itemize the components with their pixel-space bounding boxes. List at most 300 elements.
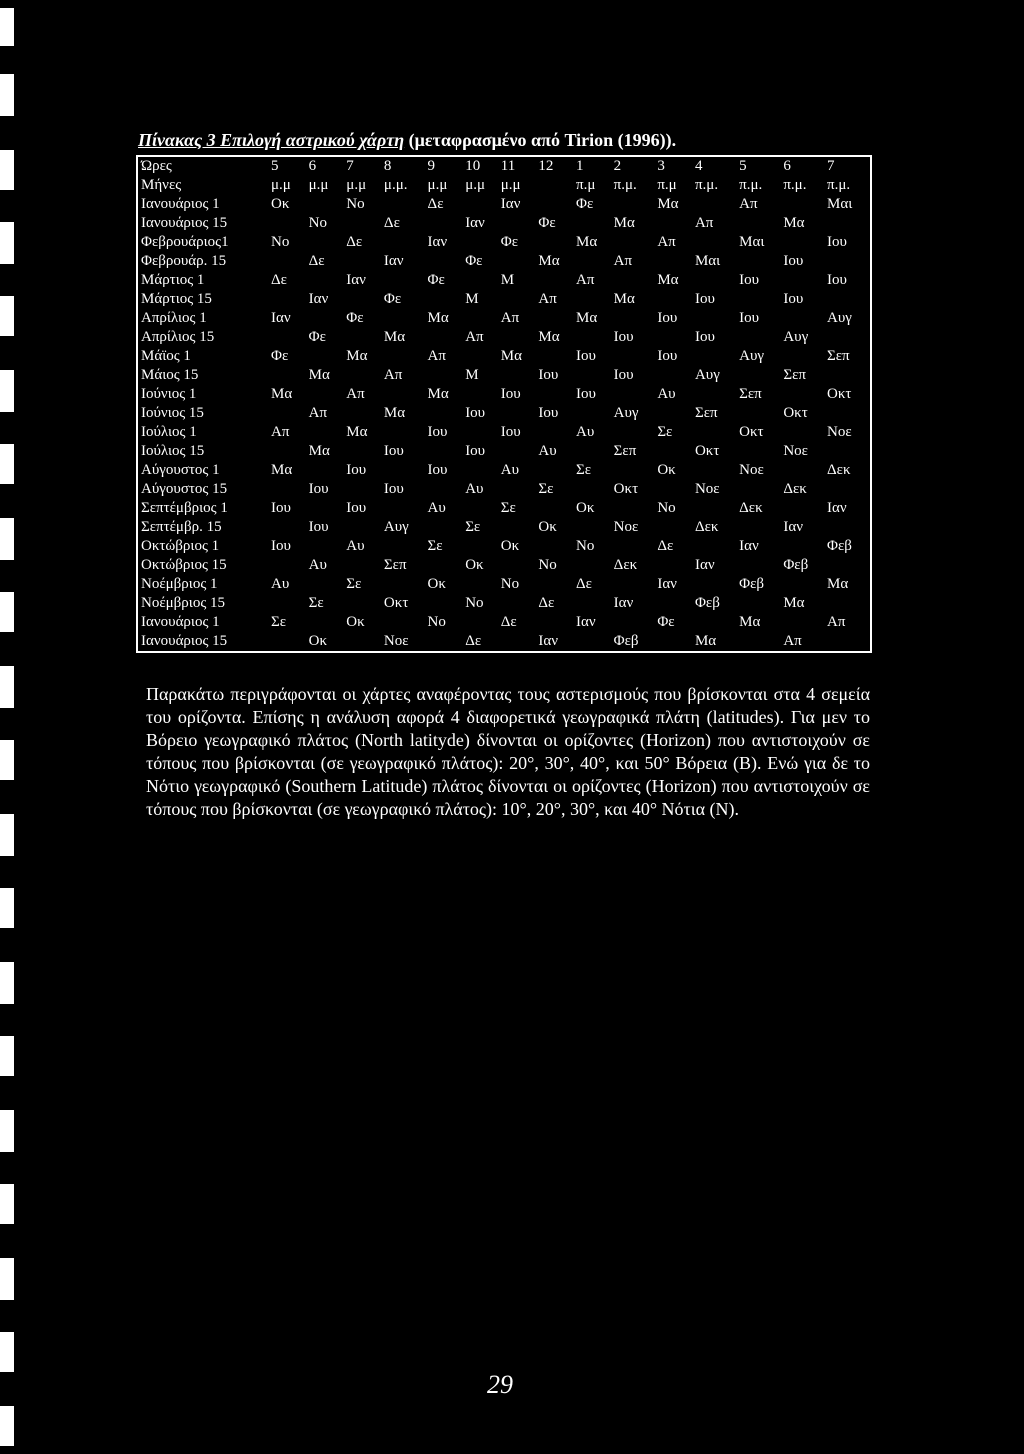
table-cell <box>574 632 612 652</box>
table-cell: Μα <box>346 348 368 364</box>
table-cell: Απ <box>383 367 403 383</box>
table-cell: 4 <box>694 158 703 174</box>
table-cell <box>781 423 825 442</box>
table-cell <box>781 613 825 632</box>
edge-mark <box>0 814 14 856</box>
table-cell: Σε <box>465 519 481 535</box>
table-cell <box>344 442 382 461</box>
table-cell: 6 <box>308 158 317 174</box>
table-cell: 10 <box>465 158 481 174</box>
table-row <box>137 423 871 442</box>
table-row <box>137 613 871 632</box>
table-cell <box>426 594 464 613</box>
table-cell: Μα <box>427 310 449 326</box>
table-cell: Αυγ <box>613 405 639 421</box>
table-cell <box>612 347 656 366</box>
table-cell <box>612 461 656 480</box>
table-cell: Αυγ <box>783 329 809 345</box>
body-paragraph: Παρακάτω περιγράφονται οι χάρτες αναφέροντας τους αστερισμούς που βρίσκονται στα 4 σεμεία του ορίζοντα. Επίσης η ανάλυση αφορά 4 διαφορετικά γεωγραφικά πλάτη (latitudes). Για μεν το Βόρειο γεωγραφικό πλάτος (North latityde) δίνονται οι ορίζοντες (Horizon) που αντιστοιχούν σε τόπους που βρίσκονται (σε γεωγραφικό πλάτος): 20°, 30°, 40°, και 50° Βόρεια (Β). Ενώ για δε το Νότιο γεωγραφικό (Southern Latitude) πλάτος δίνονται οι ορίζοντες (Horizon) που αντιστοιχούν σε τόπους που βρίσκονται (σε γεωγραφικό πλάτος): 10°, 20°, 30°, και 40° Νότια (Ν). <box>146 684 870 819</box>
table-cell: Φεβ <box>739 576 765 592</box>
edge-mark <box>0 222 14 264</box>
table-cell: Οκ <box>538 519 557 535</box>
table-row <box>137 233 871 252</box>
table-cell <box>655 404 693 423</box>
table-cell <box>693 195 737 214</box>
row-label-cell: Ιούνιος 1 <box>141 386 197 402</box>
table-cell: Φε <box>308 329 326 345</box>
table-cell <box>382 271 426 290</box>
table-cell: Οκτ <box>739 424 764 440</box>
table-cell: Αυ <box>657 386 676 402</box>
table-cell: Ιου <box>346 500 367 516</box>
table-cell: Ιου <box>538 405 559 421</box>
table-cell: Απ <box>613 253 633 269</box>
table-cell: 1 <box>576 158 584 174</box>
table-cell <box>307 423 345 442</box>
table-cell <box>307 537 345 556</box>
table-cell <box>781 195 825 214</box>
table-cell: Ιαν <box>657 576 677 592</box>
edge-mark <box>0 1110 14 1152</box>
table-cell: Ιου <box>827 272 847 288</box>
row-label-cell: Ιανουάριος 1 <box>141 196 220 212</box>
row-label-cell: Σεπτέμβρ. 15 <box>141 519 222 535</box>
table-cell <box>825 480 871 499</box>
table-cell <box>612 271 656 290</box>
table-cell: Δε <box>383 215 400 231</box>
edge-mark <box>0 666 14 708</box>
table-cell: Ιαν <box>346 272 366 288</box>
table-cell <box>693 461 737 480</box>
table-cell: Μα <box>383 405 406 421</box>
table-cell: Αυ <box>465 481 484 497</box>
table-cell: Νο <box>657 500 676 516</box>
table-cell <box>426 214 464 233</box>
table-cell: μ.μ <box>465 177 486 193</box>
table-cell <box>574 252 612 271</box>
table-cell <box>426 480 464 499</box>
table-cell <box>825 442 871 461</box>
table-cell: Μα <box>500 348 522 364</box>
table-cell: π.μ. <box>739 177 763 193</box>
table-cell: Ιου <box>783 253 804 269</box>
table-cell: Δεκ <box>739 500 763 516</box>
table-cell: Ιαν <box>308 291 329 307</box>
table-cell: Φε <box>346 310 364 326</box>
table-row <box>137 499 871 518</box>
table-cell <box>737 328 781 347</box>
table-cell <box>463 271 499 290</box>
table-cell <box>536 461 574 480</box>
table-cell: Μ <box>465 291 479 307</box>
table-cell <box>382 423 426 442</box>
table-cell: Ιου <box>576 386 596 402</box>
table-cell <box>269 518 307 537</box>
table-cell: Μ <box>500 272 515 288</box>
table-cell: Νοε <box>783 443 808 459</box>
table-cell <box>536 385 574 404</box>
table-cell <box>426 328 464 347</box>
table-cell <box>382 309 426 328</box>
table-cell <box>536 271 574 290</box>
table-cell: Ιου <box>346 462 367 478</box>
table-row <box>137 518 871 537</box>
table-cell <box>612 613 656 632</box>
table-cell: Αυγ <box>383 519 409 535</box>
table-cell: Ιαν <box>613 595 634 611</box>
edge-mark <box>0 1036 14 1076</box>
table-cell <box>269 252 307 271</box>
table-cell <box>737 594 781 613</box>
table-cell <box>307 195 345 214</box>
table-cell <box>737 480 781 499</box>
table-cell: 2 <box>613 158 622 174</box>
table-cell: Νο <box>427 614 446 630</box>
table-cell <box>499 480 537 499</box>
table-cell: Φε <box>500 234 519 250</box>
row-label-cell: Ιανουάριος 15 <box>141 215 228 231</box>
table-cell <box>536 613 574 632</box>
edge-mark <box>0 518 14 560</box>
table-cell: Απ <box>465 329 484 345</box>
table-cell: μ.μ <box>308 177 329 193</box>
table-cell: Οκτ <box>827 386 852 402</box>
table-cell: Απ <box>827 614 846 630</box>
table-cell <box>499 518 537 537</box>
table-cell <box>463 309 499 328</box>
table-cell: Οκ <box>500 538 520 554</box>
table-cell: Ιου <box>694 329 715 345</box>
edge-mark <box>0 444 14 484</box>
table-cell: Αυ <box>576 424 595 440</box>
table-cell: Ιου <box>465 405 486 421</box>
table-cell: Νοε <box>739 462 764 478</box>
table-cell <box>612 309 656 328</box>
edge-mark <box>0 150 14 190</box>
table-cell <box>382 537 426 556</box>
table-cell <box>382 575 426 594</box>
table-cell <box>426 252 464 271</box>
table-cell: Αυγ <box>739 348 765 364</box>
edge-mark <box>0 888 14 928</box>
table-cell <box>737 290 781 309</box>
row-label-cell: Νοέμβριος 15 <box>141 595 226 611</box>
table-cell <box>344 252 382 271</box>
table-cell: Σε <box>576 462 592 478</box>
table-cell: Μα <box>538 329 560 345</box>
table-cell <box>574 442 612 461</box>
table-cell: Φε <box>576 196 594 212</box>
table-row <box>137 328 871 347</box>
table-cell <box>344 214 382 233</box>
table-cell: Μα <box>613 291 635 307</box>
edge-mark <box>0 1406 14 1446</box>
table-cell <box>693 233 737 252</box>
table-cell <box>825 404 871 423</box>
table-cell: Ιου <box>827 234 847 250</box>
table-cell <box>825 252 871 271</box>
table-cell: Φεβ <box>827 538 852 554</box>
table-cell <box>269 480 307 499</box>
table-cell: Οκ <box>271 196 290 212</box>
table-cell: Αυ <box>427 500 446 516</box>
table-cell: Σε <box>500 500 516 516</box>
table-cell <box>574 214 612 233</box>
table-cell <box>269 290 307 309</box>
table-cell: Μα <box>308 367 330 383</box>
table-cell: Μα <box>783 215 805 231</box>
table-cell: Δε <box>576 576 592 592</box>
table-row <box>137 442 871 461</box>
table-cell: Απ <box>427 348 446 364</box>
table-cell <box>499 214 537 233</box>
table-cell <box>307 575 345 594</box>
table-cell <box>574 404 612 423</box>
table-cell <box>612 233 656 252</box>
row-label-cell: Ιούλιος 15 <box>141 443 205 459</box>
table-cell: Μα <box>538 253 560 269</box>
table-cell <box>655 518 693 537</box>
table-cell <box>307 271 345 290</box>
table-cell <box>307 613 345 632</box>
table-row <box>137 385 871 404</box>
table-cell: Νο <box>308 215 327 231</box>
table-cell: Σε <box>538 481 554 497</box>
table-cell: Νοε <box>613 519 639 535</box>
table-cell: Δεκ <box>694 519 719 535</box>
table-cell <box>382 347 426 366</box>
table-cell: Σεπ <box>694 405 718 421</box>
table-cell: Μα <box>383 329 406 345</box>
table-row <box>137 252 871 271</box>
table-cell: Ιαν <box>500 196 521 212</box>
table-cell <box>574 594 612 613</box>
table-cell <box>825 594 871 613</box>
table-cell <box>463 613 499 632</box>
table-cell <box>825 328 871 347</box>
table-row <box>137 195 871 214</box>
table-cell: Φεβ <box>613 633 639 649</box>
table-cell <box>781 309 825 328</box>
table-cell: Ιαν <box>576 614 596 630</box>
table-cell <box>655 328 693 347</box>
table-cell: Σεπ <box>739 386 762 402</box>
table-cell <box>344 366 382 385</box>
table-cell: Μαι <box>739 234 765 250</box>
table-cell <box>655 442 693 461</box>
table-cell <box>737 252 781 271</box>
table-cell: Φε <box>657 614 675 630</box>
table-cell <box>655 594 693 613</box>
table-cell: Σε <box>271 614 287 630</box>
table-cell <box>307 385 345 404</box>
table-cell <box>536 423 574 442</box>
table-cell: π.μ. <box>783 177 807 193</box>
table-cell <box>737 366 781 385</box>
table-cell: μ.μ <box>346 177 367 193</box>
table-cell <box>499 290 537 309</box>
table-row <box>137 404 871 423</box>
table-cell: Φε <box>465 253 483 269</box>
table-row <box>137 594 871 613</box>
table-cell <box>536 176 574 195</box>
table-cell <box>825 632 871 652</box>
table-cell <box>382 613 426 632</box>
table-row <box>137 632 871 652</box>
table-cell <box>499 442 537 461</box>
table-cell: Απ <box>308 405 328 421</box>
table-cell <box>269 632 307 652</box>
table-cell <box>737 518 781 537</box>
table-cell <box>655 556 693 575</box>
table-cell <box>574 518 612 537</box>
edge-mark <box>0 962 14 1004</box>
table-cell: Απ <box>783 633 802 649</box>
edge-mark <box>0 1184 14 1224</box>
table-cell: π.μ. <box>613 177 637 193</box>
table-row <box>137 290 871 309</box>
table-cell: π.μ. <box>827 177 851 193</box>
table-cell: Νο <box>538 557 557 573</box>
table-cell <box>612 537 656 556</box>
table-cell: Σε <box>308 595 324 611</box>
table-cell <box>344 518 382 537</box>
table-cell: Σε <box>657 424 673 440</box>
table-cell <box>574 328 612 347</box>
table-cell <box>612 385 656 404</box>
table-cell: Ιαν <box>739 538 759 554</box>
table-cell: 7 <box>827 158 835 174</box>
table-cell: Οκ <box>465 557 484 573</box>
table-cell <box>612 423 656 442</box>
table-cell: μ.μ <box>271 177 291 193</box>
table-cell <box>463 347 499 366</box>
table-cell <box>825 214 871 233</box>
edge-mark <box>0 370 14 412</box>
table-cell <box>655 290 693 309</box>
table-cell <box>693 271 737 290</box>
table-cell: π.μ. <box>694 177 719 193</box>
table-cell: Ιου <box>271 500 291 516</box>
table-cell: Ιου <box>739 310 760 326</box>
table-cell: Μ <box>465 367 479 383</box>
table-cell: Οκ <box>657 462 676 478</box>
table-cell <box>536 575 574 594</box>
table-cell: Μα <box>576 234 598 250</box>
header-row-hours <box>137 156 871 176</box>
table-cell <box>612 195 656 214</box>
table-cell <box>574 480 612 499</box>
row-label-cell: Φεβρουάρ. 15 <box>141 253 227 269</box>
table-cell: Ιαν <box>427 234 448 250</box>
table-caption-source: (μεταφρασμένο από Tirion (1996)). <box>408 130 677 150</box>
table-cell <box>693 613 737 632</box>
table-cell: Ιου <box>427 462 448 478</box>
table-cell <box>781 499 825 518</box>
table-cell: Νο <box>500 576 520 592</box>
table-cell: Σε <box>427 538 443 554</box>
table-cell: π.μ <box>576 177 596 193</box>
table-cell <box>344 480 382 499</box>
table-cell <box>737 404 781 423</box>
table-cell: Ιου <box>694 291 715 307</box>
scan-edge-marks <box>0 0 40 1454</box>
table-cell <box>737 556 781 575</box>
row-label-cell: Αύγουστος 1 <box>141 462 220 478</box>
table-cell: Αυ <box>538 443 557 459</box>
table-cell <box>426 366 464 385</box>
table-cell <box>693 423 737 442</box>
table-cell <box>499 556 537 575</box>
table-cell <box>737 632 781 652</box>
table-cell: Αυγ <box>694 367 720 383</box>
table-cell: Μα <box>657 272 679 288</box>
table-cell: Μα <box>271 462 293 478</box>
table-cell: Ιου <box>465 443 486 459</box>
table-cell <box>307 233 345 252</box>
table-cell: Φε <box>271 348 289 364</box>
table-cell: Σεπ <box>383 557 407 573</box>
row-label-cell: Απρίλιος 15 <box>141 329 215 345</box>
table-cell: Δε <box>500 614 517 630</box>
table-cell: Φε <box>427 272 445 288</box>
table-cell: Ιου <box>383 481 404 497</box>
row-label-cell: Μάϊος 1 <box>141 348 191 364</box>
table-cell: Φε <box>383 291 402 307</box>
table-cell: Αυγ <box>827 310 852 326</box>
table-cell <box>781 575 825 594</box>
table-cell: Μα <box>427 386 449 402</box>
table-caption-lead: Πίνακας 3 Επιλογή αστρικού χάρτη <box>138 130 405 150</box>
table-cell <box>269 404 307 423</box>
edge-mark <box>0 74 14 116</box>
table-cell: Δεκ <box>827 462 851 478</box>
table-cell: 5 <box>739 158 747 174</box>
table-cell: Δεκ <box>613 557 638 573</box>
table-cell: Οκτ <box>383 595 409 611</box>
table-cell <box>574 556 612 575</box>
table-cell: Ιαν <box>465 215 485 231</box>
table-cell: Απ <box>739 196 758 212</box>
table-row <box>137 556 871 575</box>
table-cell: Μα <box>694 633 717 649</box>
table-cell <box>536 195 574 214</box>
table-cell: Δε <box>657 538 674 554</box>
table-cell <box>781 385 825 404</box>
table-cell: Σεπ <box>827 348 850 364</box>
table-cell <box>737 442 781 461</box>
table-cell <box>693 537 737 556</box>
table-cell <box>382 461 426 480</box>
table-row <box>137 271 871 290</box>
table-cell: Οκ <box>576 500 595 516</box>
table-row <box>137 461 871 480</box>
table-cell: Ιου <box>308 481 329 497</box>
table-cell <box>781 233 825 252</box>
table-cell: Δεκ <box>783 481 807 497</box>
table-cell: Απ <box>657 234 676 250</box>
table-cell: 3 <box>657 158 665 174</box>
table-cell: Νο <box>346 196 365 212</box>
table-cell <box>382 233 426 252</box>
row-label-cell: Ιανουάριος 15 <box>141 633 228 649</box>
table-cell <box>536 347 574 366</box>
table-cell: Ιου <box>308 519 329 535</box>
table-cell <box>426 556 464 575</box>
table-cell: Ιου <box>500 386 521 402</box>
table-cell: Αυ <box>346 538 365 554</box>
table-row <box>137 537 871 556</box>
